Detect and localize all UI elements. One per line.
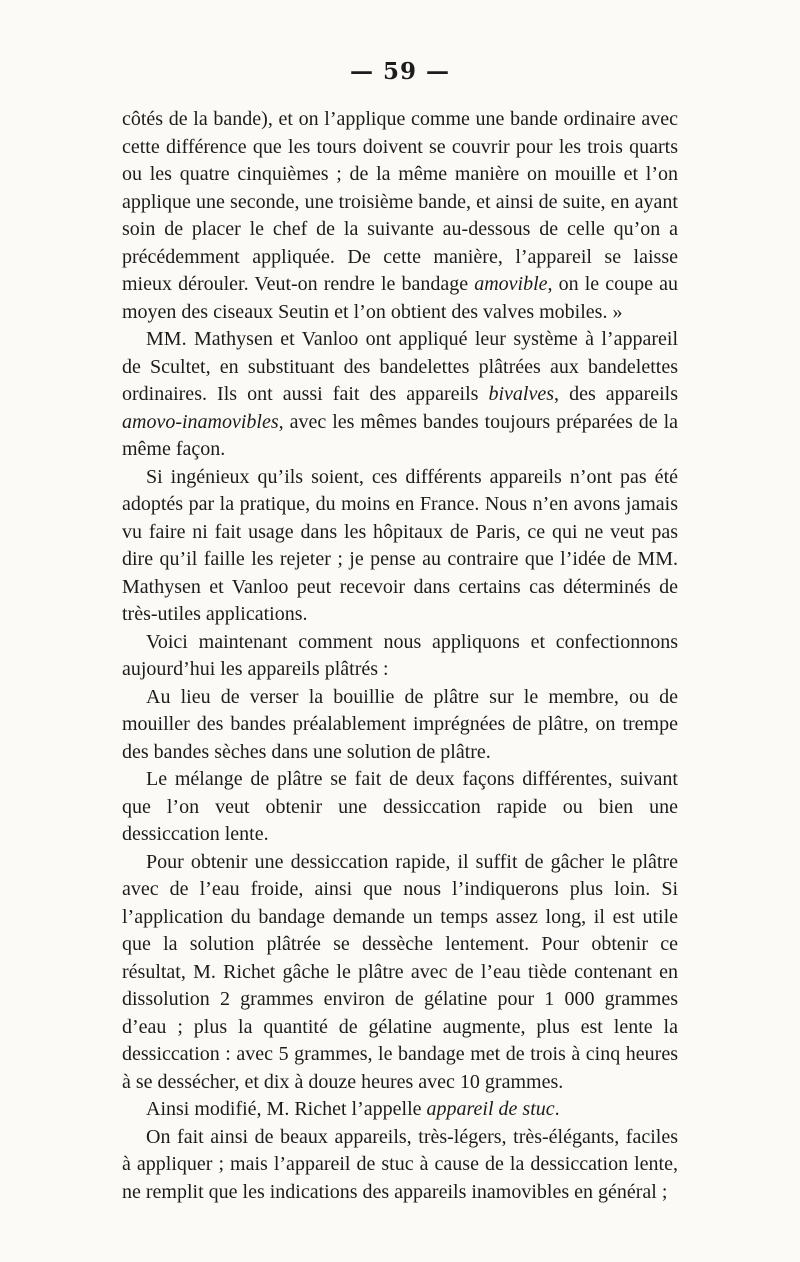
- text-segment: .: [554, 1098, 560, 1120]
- text-segment: côtés de la bande), et on l’applique comme une bande ordinaire avec cette différence que les tours doivent se couvrir pour les trois quarts ou les quatre cinquièmes ; de la même manière on mouille et l’on applique une seconde, une troisième bande, et ainsi de suite, en ayant soin de placer le chef de la suivante au-dessous de celle qu’on a précédemment appliquée. De cette manière, l’appareil se laisse mieux dérouler. Veut-on rendre le bandage: [122, 108, 678, 295]
- text-segment: , avec les mêmes bandes toujours préparées de la même façon.: [122, 410, 678, 460]
- italic-term-amovo-inamovibles: amovo-inamovibles: [122, 410, 279, 433]
- paragraph-7: [122, 849, 678, 1097]
- italic-term-bivalves: bivalves: [488, 383, 555, 405]
- paragraph-5: [122, 684, 678, 767]
- paragraph-2: [122, 326, 678, 464]
- text-segment: Voici maintenant comment nous appliquons et confectionnons aujourd’hui les appareils plâtrés :: [122, 630, 678, 680]
- italic-term-appareil-de-stuc: appareil de stuc: [426, 1098, 555, 1120]
- body-text: [122, 106, 678, 1206]
- paragraph-3: [122, 464, 678, 629]
- text-segment: Ainsi modifié, M. Richet l’appelle: [146, 1098, 427, 1120]
- paragraph-9: [122, 1124, 678, 1207]
- paragraph-6: [122, 766, 678, 849]
- text-segment: , on le coupe au moyen des ciseaux Seutin et l’on obtient des valves mobiles. »: [122, 273, 678, 323]
- text-segment: MM. Mathysen et Vanloo ont appliqué leur système à l’appareil de Scultet, en substituant des bandelettes plâtrées aux bandelettes ordinaires. Ils ont aussi fait des appareils: [122, 328, 678, 405]
- text-segment: Au lieu de verser la bouillie de plâtre sur le membre, ou de mouiller des bandes préalablement imprégnées de plâtre, on trempe des bandes sèches dans une solution de plâtre.: [122, 685, 678, 763]
- page-number: — 59 —: [349, 58, 451, 85]
- italic-term-amovible: amovible: [474, 273, 548, 295]
- paragraph-1: [122, 106, 678, 326]
- text-segment: On fait ainsi de beaux appareils, très-légers, très-élégants, faciles à appliquer ; mais l’appareil de stuc à cause de la dessiccation lente, ne remplit que les indications des appareils inamovibles en général ;: [122, 1125, 678, 1203]
- book-page: [122, 58, 678, 1206]
- text-segment: Pour obtenir une dessiccation rapide, il suffit de gâcher le plâtre avec de l’eau froide, ainsi que nous l’indiquerons plus loin. Si l’application du bandage demande un temps assez long, il est utile que la solution plâtrée se dessèche lentement. Pour obtenir ce résultat, M. Richet gâche le plâtre avec de l’eau tiède contenant en dissolution 2 grammes environ de gélatine pour 1 000 grammes d’eau ; plus la quantité de gélatine augmente, plus est lente la dessiccation : avec 5 grammes, le bandage met de trois à cinq heures à se dessécher, et dix à douze heures avec 10 grammes.: [122, 850, 678, 1093]
- paragraph-4: [122, 629, 678, 684]
- paragraph-8: [122, 1096, 678, 1124]
- text-segment: , des appareils: [554, 383, 678, 405]
- text-segment: Le mélange de plâtre se fait de deux façons différentes, suivant que l’on veut obtenir une dessiccation rapide ou bien une dessiccation lente.: [122, 768, 678, 845]
- text-segment: Si ingénieux qu’ils soient, ces différents appareils n’ont pas été adoptés par la pratique, du moins en France. Nous n’en avons jamais vu faire ni fait usage dans les hôpitaux de Paris, ce qui ne veut pas dire qu’il faille les rejeter ; je pense au contraire que l’idée de MM. Mathysen et Vanloo peut recevoir dans certains cas déterminés de très-utiles applications.: [122, 465, 678, 625]
